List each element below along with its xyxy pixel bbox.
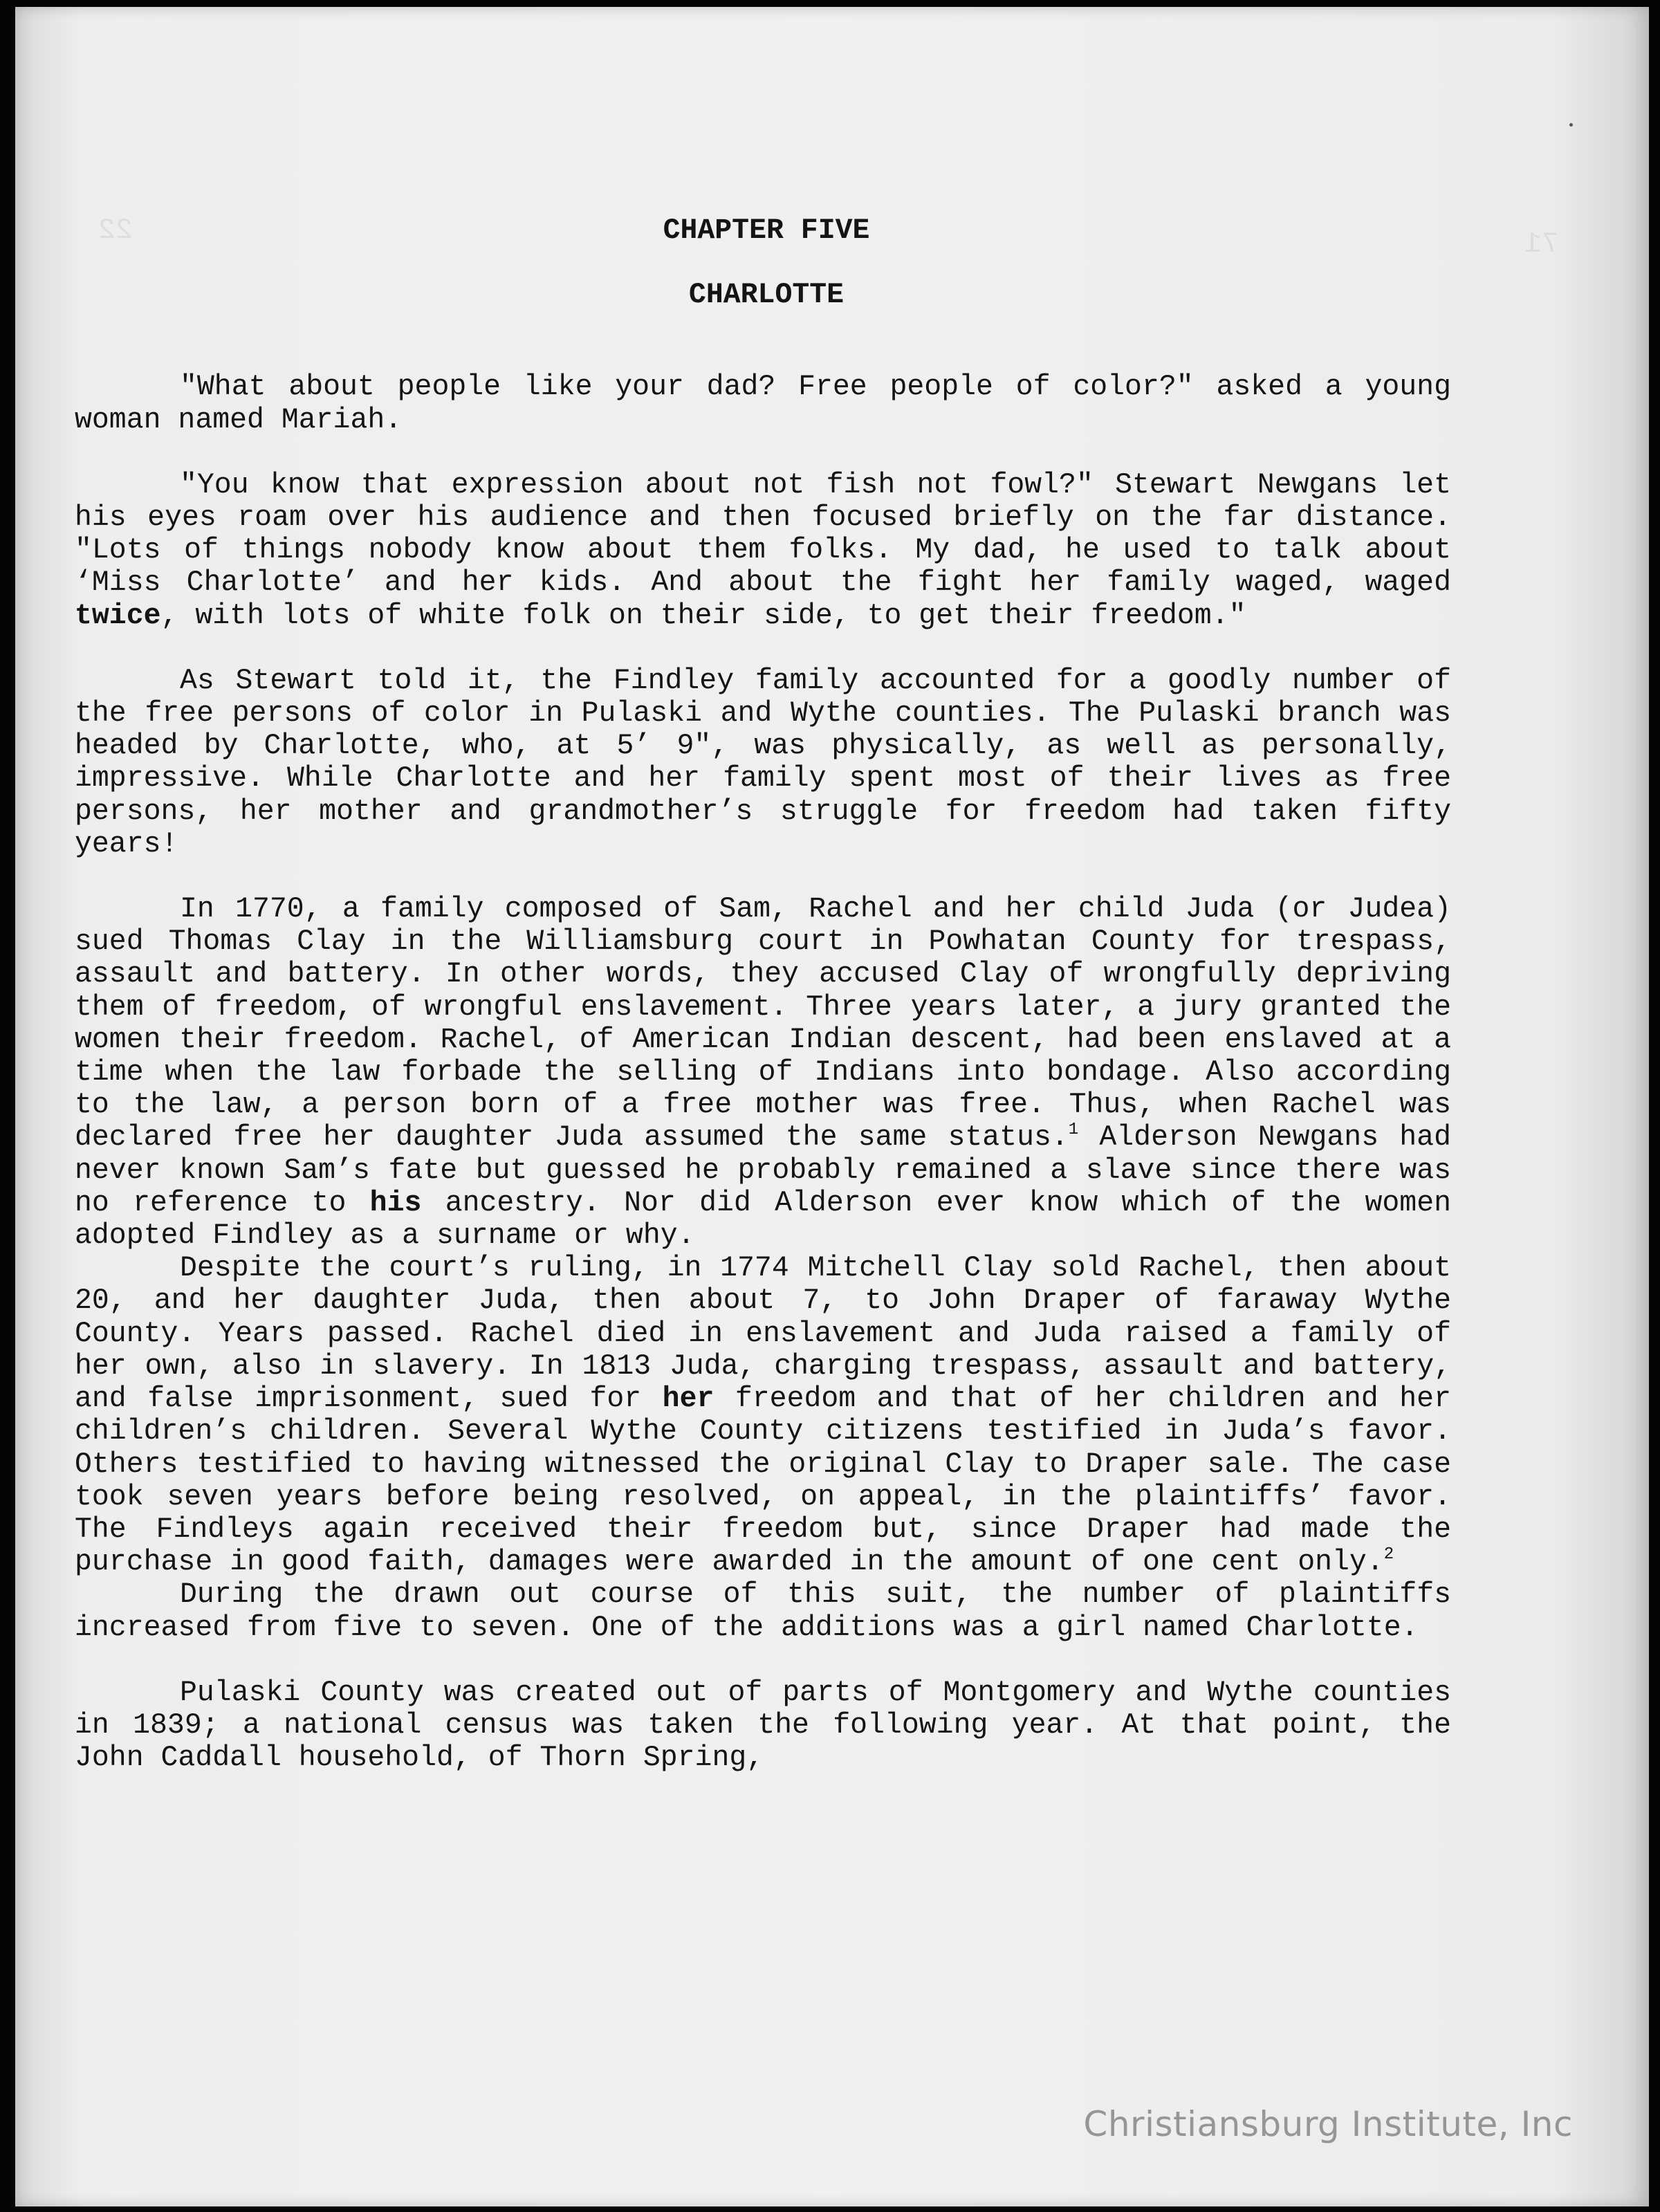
chapter-title: CHARLOTTE [688,279,845,312]
paragraph-3 [75,665,1451,860]
paragraph-2 [75,469,1451,632]
watermark: Christiansburg Institute, Inc [1083,2104,1573,2144]
chapter-heading: CHAPTER FIVE [663,214,870,247]
page-body [75,214,1451,1774]
paragraph-2-emphasis: twice [75,599,161,632]
paragraph-5-text-a: Despite the court’s ruling, in 1774 Mitchell Clay sold Rachel, then about 20, and her daughter Juda, then about 7, to John Draper of faraway Wythe County. Years passed. Rachel died in enslavement and Juda raised a family of her own, also in slavery. In 1813 Juda, charging trespass, assault and battery, and false imprisonment, sued for [75,1252,1451,1416]
paragraph-4 [75,893,1451,1252]
paragraph-4-emphasis: his [369,1186,422,1219]
paragraph-5-text-b: freedom and that of her children and her children’s children. Several Wythe County citizens testified in Juda’s favor. Others testified to having witnessed the original Clay to Draper sale. The case took seven years before being resolved, on appeal, in the plaintiffs’ favor. The Findleys again received their freedom but, since Draper had made the purchase in good faith, damages were awarded in the amount of one cent only. [75,1383,1451,1579]
paragraph-6 [75,1578,1451,1643]
footnote-marker-2: 2 [1383,1545,1394,1565]
paragraph-2-text-a: "You know that expression about not fish not fowl?" Stewart Newgans let his eyes roam over his audience and then focused briefly on the far distance. "Lots of things nobody know about them folks. My dad, he used to talk about ‘Miss Charlotte’ and her kids. And about the fight her family waged, waged [75,468,1451,600]
paragraph-4-text-b: Alderson Newgans had never known Sam’s fate but guessed he probably remained a slave since there was no reference to [75,1121,1451,1219]
footnote-marker-1: 1 [1068,1121,1079,1140]
paragraph-5-emphasis: her [662,1383,714,1416]
paragraph-7 [75,1677,1451,1775]
paragraph-5 [75,1252,1451,1578]
bleed-through-page-number-right: 71 [1524,228,1559,261]
paragraph-6-text: During the drawn out course of this suit, the number of plaintiffs increased from five to seven. One of the additions was a girl named Charlotte. [75,1578,1451,1644]
paragraph-4-text-a: In 1770, a family composed of Sam, Rachel and her child Juda (or Judea) sued Thomas Clay in the Williamsburg court in Powhatan County for trespass, assault and battery. In other words, they accused Clay of wrongfully depriving them of freedom, of wrongful enslavement. Three years later, a jury granted the women their freedom. Rachel, of American Indian descent, had been enslaved at a time when the law forbade the selling of Indians into bondage. Also according to the law, a person born of a free mother was free. Thus, when Rachel was declared free her daughter Juda assumed the same status. [75,893,1451,1154]
paragraph-3-text: As Stewart told it, the Findley family accounted for a goodly number of the free persons of color in Pulaski and Wythe counties. The Pulaski branch was headed by Charlotte, who, at 5’ 9", was physically, as well as personally, impressive. While Charlotte and her family spent most of their lives as free persons, her mother and grandmother’s struggle for freedom had taken fifty years! [75,664,1451,860]
dust-speck [1569,123,1573,127]
paragraph-1 [75,371,1451,436]
paragraph-2-text-b: , with lots of white folk on their side, to get their freedom." [160,599,1246,632]
document-page [15,7,1649,2206]
bleed-through-page-number-left: 22 [98,214,133,247]
paragraph-1-text: "What about people like your dad? Free people of color?" asked a young woman named Mariah. [75,371,1451,436]
paragraph-7-text: Pulaski County was created out of parts of Montgomery and Wythe counties in 1839; a national census was taken the following year. At that point, the John Caddall household, of Thorn Spring, [75,1676,1451,1775]
paragraph-4-text-c: ancestry. Nor did Alderson ever know which of the women adopted Findley as a surname or why. [75,1186,1451,1253]
